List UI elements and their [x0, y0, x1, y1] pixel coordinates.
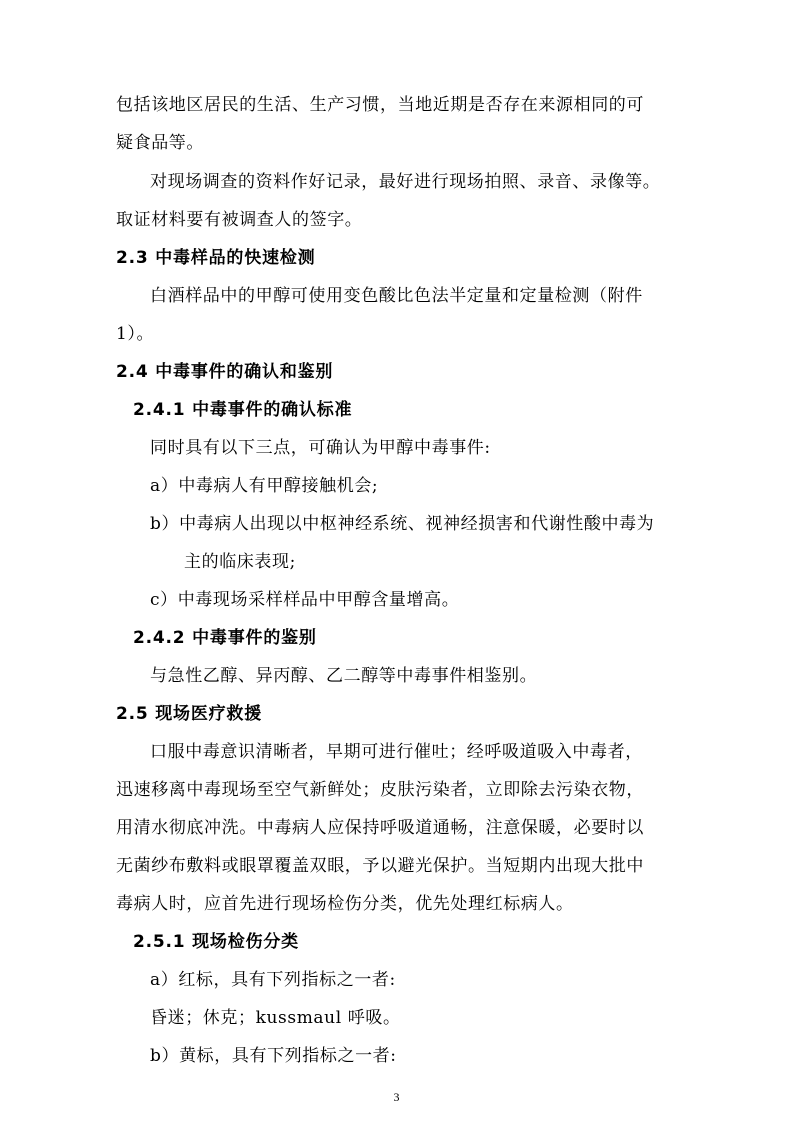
subsection-heading: 2.4.1 中毒事件的确认标准 — [133, 400, 353, 420]
section-heading: 2.3 中毒样品的快速检测 — [116, 248, 316, 268]
body-text: 疑食品等。 — [116, 133, 204, 153]
body-text: 无菌纱布敷料或眼罩覆盖双眼，予以避光保护。当短期内出现大批中 — [116, 856, 644, 876]
body-text: 毒病人时，应首先进行现场检伤分类，优先处理红标病人。 — [116, 894, 574, 914]
body-text: 昏迷；休克；kussmaul 呼吸。 — [150, 1008, 401, 1028]
section-heading: 2.5 现场医疗救援 — [116, 704, 263, 724]
body-text: 迅速移离中毒现场至空气新鲜处；皮肤污染者，立即除去污染衣物， — [116, 780, 644, 800]
body-text: 用清水彻底冲洗。中毒病人应保持呼吸道通畅，注意保暖，必要时以 — [116, 818, 644, 838]
list-item: a）中毒病人有甲醇接触机会; — [150, 476, 379, 496]
list-item: a）红标，具有下列指标之一者: — [150, 970, 396, 990]
list-item-continuation: 主的临床表现; — [184, 552, 296, 572]
body-text: 口服中毒意识清晰者，早期可进行催吐；经呼吸道吸入中毒者， — [150, 742, 643, 762]
body-text: 同时具有以下三点，可确认为甲醇中毒事件: — [150, 438, 491, 458]
section-heading: 2.4 中毒事件的确认和鉴别 — [116, 362, 334, 382]
page-number: 3 — [393, 1090, 400, 1104]
subsection-heading: 2.4.2 中毒事件的鉴别 — [133, 628, 317, 648]
body-text: 1）。 — [116, 324, 155, 344]
body-text: 与急性乙醇、异丙醇、乙二醇等中毒事件相鉴别。 — [150, 666, 538, 686]
body-text: 取证材料要有被调查人的签字。 — [116, 210, 363, 230]
body-text: 对现场调查的资料作好记录，最好进行现场拍照、录音、录像等。 — [150, 172, 661, 192]
list-item: b）中毒病人出现以中枢神经系统、视神经损害和代谢性酸中毒为 — [150, 514, 655, 534]
list-item: b）黄标，具有下列指标之一者: — [150, 1046, 397, 1066]
body-text: 包括该地区居民的生活、生产习惯，当地近期是否存在来源相同的可 — [116, 95, 644, 115]
body-text: 白酒样品中的甲醇可使用变色酸比色法半定量和定量检测（附件 — [150, 286, 643, 306]
subsection-heading: 2.5.1 现场检伤分类 — [133, 932, 299, 952]
list-item: c）中毒现场采样样品中甲醇含量增高。 — [150, 590, 460, 610]
